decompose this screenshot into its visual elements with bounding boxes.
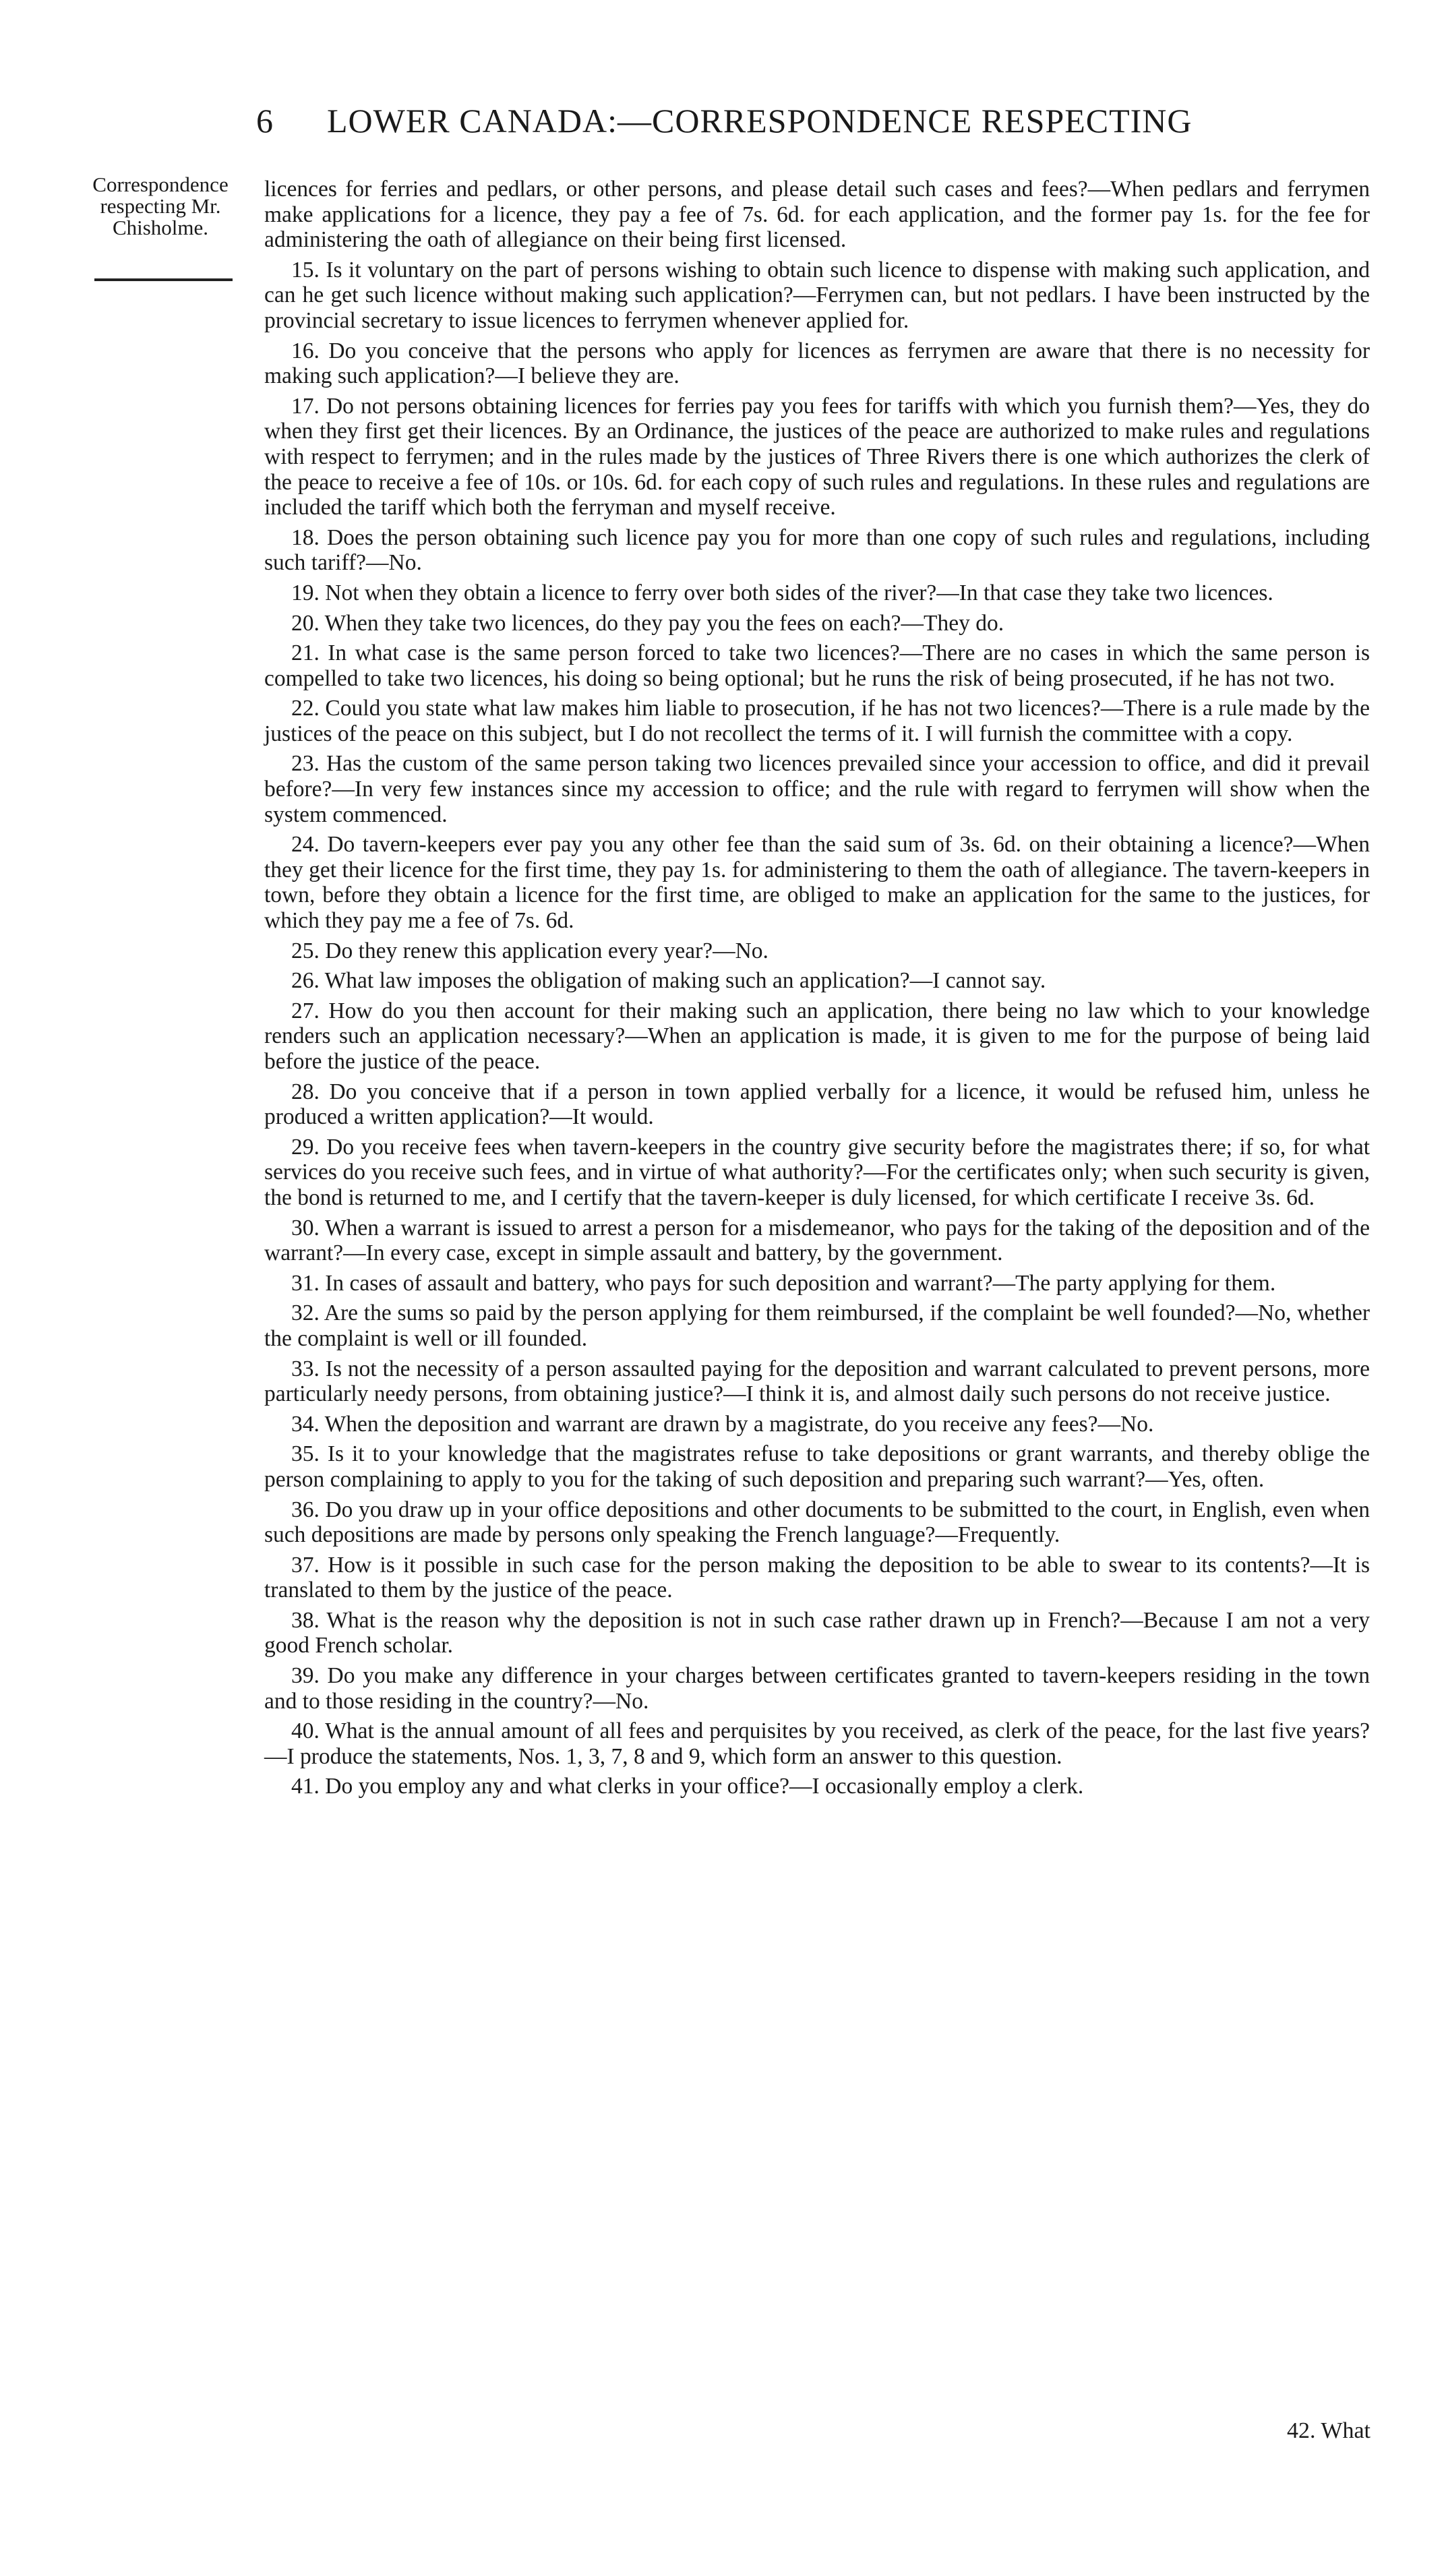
question-34: 34. When the deposition and warrant are drawn by a magistrate, do you receive any fees?—No. [291,1411,1154,1437]
question-37: 37. How is it possible in such case for the person making the deposition to be able to swear to its contents?—It is translated to them by the justice of the peace. [264,1552,1370,1603]
question-23: 23. Has the custom of the same person taking two licences prevailed since your accession to office, and did it prevail before?—In very few instances since my accession to office; and the rule with regard to ferrymen will show when the system commenced. [264,751,1370,827]
question-15: 15. Is it voluntary on the part of persons wishing to obtain such licence to dispense with making such application, and can he get such licence without making such application?—Ferrymen can, but not pedlars. I have been instructed by the provincial secretary to issue licences to ferrymen whenever applied for. [264,257,1370,333]
margin-note: Correspondence respecting Mr. Chisholme. [92,173,229,239]
catchword: 42. What [1286,2418,1370,2443]
question-28: 28. Do you conceive that if a person in town applied verbally for a licence, it would be refused him, unless he produced a written application?—It would. [264,1079,1370,1130]
page-number: 6 [256,102,274,140]
question-29: 29. Do you receive fees when tavern-keepers in the country give security before the magistrates there; if so, for what services do you receive such fees, and in virtue of what authority?—For the certificates only; when such security is given, the bond is returned to me, and I certify that the tavern-keeper is duly licensed, for which certificate I receive 3s. 6d. [264,1134,1370,1210]
question-40: 40. What is the annual amount of all fees and perquisites by you received, as clerk of the peace, for the last five years?—I produce the statements, Nos. 1, 3, 7, 8 and 9, which form an answer to this question. [264,1718,1370,1769]
question-19: 19. Not when they obtain a licence to ferry over both sides of the river?—In that case they take two licences. [291,580,1273,605]
page-header [256,101,1402,140]
question-20: 20. When they take two licences, do they pay you the fees on each?—They do. [291,610,1004,636]
paragraph: licences for ferries and pedlars, or other persons, and please detail such cases and fees?—When pedlars and ferrymen make applications for a licence, they pay a fee of 7s. 6d. for each application, and the former pay 1s. for the fee for administering the oath of allegiance on their being first licensed. [264,177,1370,253]
question-16: 16. Do you conceive that the persons who apply for licences as ferrymen are aware that there is no necessity for making such application?—I believe they are. [264,338,1370,389]
margin-rule [94,278,233,281]
question-25: 25. Do they renew this application every year?—No. [291,938,769,963]
question-30: 30. When a warrant is issued to arrest a person for a misdemeanor, who pays for the taking of the deposition and of the warrant?—In every case, except in simple assault and battery, by the government. [264,1215,1370,1266]
question-36: 36. Do you draw up in your office depositions and other documents to be submitted to the court, in English, even when such depositions are made by persons only speaking the French language?—Frequently. [264,1497,1370,1548]
question-17: 17. Do not persons obtaining licences for ferries pay you fees for tariffs with which you furnish them?—Yes, they do when they first get their licences. By an Ordinance, the justices of the peace are authorized to make rules and regulations with respect to ferrymen; and in the rules made by the justices of Three Rivers there is one which authorizes the clerk of the peace to receive a fee of 10s. or 10s. 6d. for each copy of such rules and regulations. In these rules and regulations are included the tariff which both the ferryman and myself receive. [264,393,1370,520]
question-32: 32. Are the sums so paid by the person applying for them reimbursed, if the complaint be well founded?—No, whether the complaint is well or ill founded. [264,1300,1370,1351]
question-33: 33. Is not the necessity of a person assaulted paying for the deposition and warrant calculated to prevent persons, more particularly needy persons, from obtaining justice?—I think it is, and almost daily such persons do not receive justice. [264,1356,1370,1407]
question-31: 31. In cases of assault and battery, who pays for such deposition and warrant?—The party applying for them. [291,1270,1276,1296]
question-24: 24. Do tavern-keepers ever pay you any other fee than the said sum of 3s. 6d. on their obtaining a licence?—When they get their licence for the first time, they pay 1s. for administering to them the oath of allegiance. The tavern-keepers in town, before they obtain a licence for the first time, are obliged to make an application for the same to the justices, for which they pay me a fee of 7s. 6d. [264,832,1370,934]
question-38: 38. What is the reason why the deposition is not in such case rather drawn up in French?—Because I am not a very good French scholar. [264,1607,1370,1658]
question-27: 27. How do you then account for their making such an application, there being no law which to your knowledge renders such an application necessary?—When an application is made, it is given to me for the purpose of being laid before the justice of the peace. [264,998,1370,1074]
question-18: 18. Does the person obtaining such licence pay you for more than one copy of such rules and regulations, including such tariff?—No. [264,525,1370,576]
question-41: 41. Do you employ any and what clerks in your office?—I occasionally employ a clerk. [291,1774,1084,1799]
question-26: 26. What law imposes the obligation of making such an application?—I cannot say. [291,968,1046,994]
body-text [264,177,1370,1804]
question-21: 21. In what case is the same person forced to take two licences?—There are no cases in which the same person is compelled to take two licences, his doing so being optional; but he runs the risk of being prosecuted, if he has not two. [264,640,1370,691]
question-22: 22. Could you state what law makes him liable to prosecution, if he has not two licences?—There is a rule made by the justices of the peace on this subject, but I do not recollect the terms of it. I will furnish the committee with a copy. [264,696,1370,746]
question-35: 35. Is it to your knowledge that the magistrates refuse to take depositions or grant warrants, and thereby oblige the person complaining to apply to you for the taking of such deposition and preparing such warrant?—Yes, often. [264,1441,1370,1492]
question-39: 39. Do you make any difference in your charges between certificates granted to tavern-keepers residing in the town and to those residing in the country?—No. [264,1663,1370,1714]
running-title: LOWER CANADA:—CORRESPONDENCE RESPECTING [327,102,1193,140]
